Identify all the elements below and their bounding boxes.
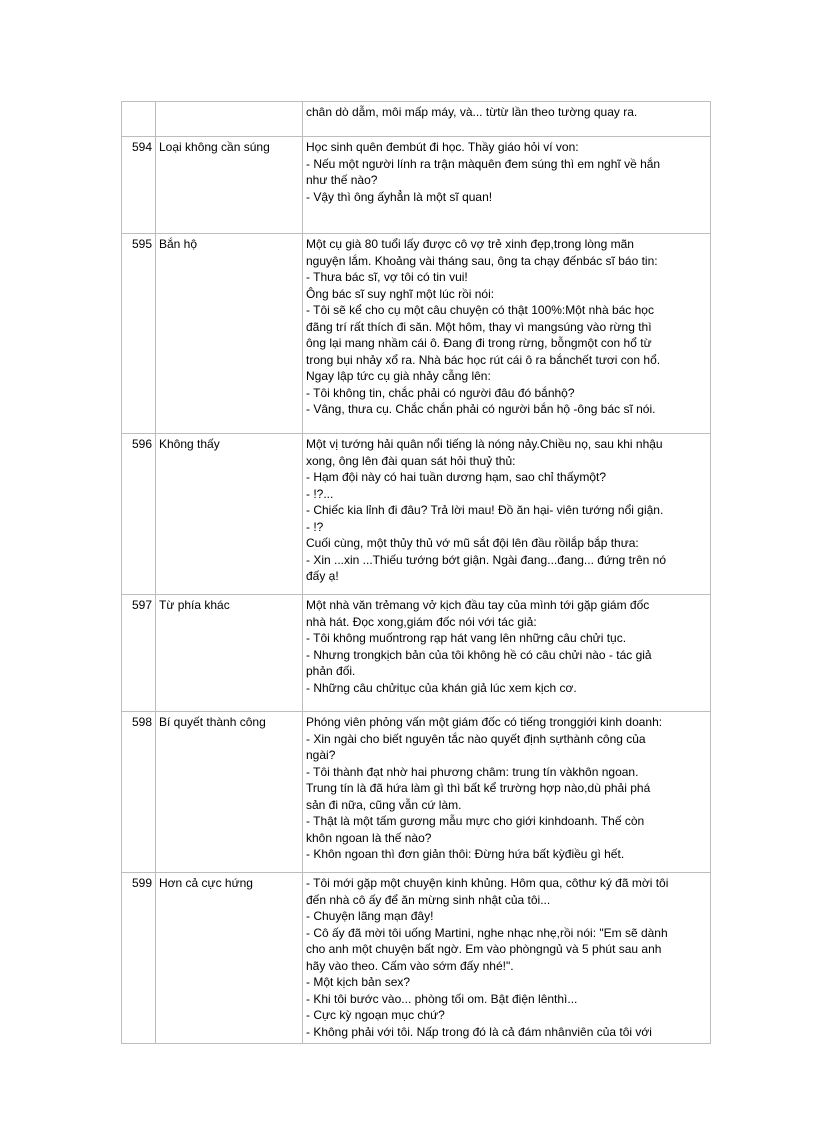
text-line: Ngay lập tức cụ già nhảy cẫng lên: xyxy=(306,369,491,383)
text-line: - Tôi thành đạt nhờ hai phương châm: trung tín vàkhôn ngoan. xyxy=(306,764,639,779)
text-line: - Không phải với tôi. Nấp trong đó là cả đám nhânviên của tôi với xyxy=(306,1024,652,1039)
text-line: chân dò dẫm, môi mấp máy, và... từtừ lần theo tường quay ra. xyxy=(306,105,638,119)
text-line: - Vậy thì ông ấyhẳn là một sĩ quan! xyxy=(306,189,493,204)
table-row xyxy=(122,234,711,434)
row-number: 595 xyxy=(122,234,156,434)
row-number: 597 xyxy=(122,595,156,712)
text-line: - Thật là một tấm gương mẫu mực cho giới kinhdoanh. Thế còn xyxy=(306,814,645,828)
text-line: ông lại mang nhầm cái ô. Đang đi trong rừng, bỗngmột con hổ từ xyxy=(306,336,652,350)
row-text xyxy=(303,434,711,595)
jokes-table-body xyxy=(122,102,711,1044)
text-line: - Khôn ngoan thì đơn giản thôi: Đừng hứa bất kỳđiều gì hết. xyxy=(306,847,625,861)
row-text xyxy=(303,102,711,137)
text-line: - Tôi không muốntrong rạp hát vang lên những câu chửi tục. xyxy=(306,631,627,645)
row-number: 596 xyxy=(122,434,156,595)
text-line: - Chuyện lãng mạn đây! xyxy=(306,909,434,923)
row-title: Từ phía khác xyxy=(156,595,303,712)
text-line: - Vâng, thưa cụ. Chắc chắn phải có người bắn hộ -ông bác sĩ nói. xyxy=(306,402,656,416)
row-text xyxy=(303,137,711,234)
text-line: sản đi nữa, cũng vẫn cứ làm. xyxy=(306,797,462,812)
text-line: - Những câu chửitục của khán giả lúc xem kịch cơ. xyxy=(306,680,577,695)
text-line: - !? xyxy=(306,519,324,534)
text-line: đãng trí rất thích đi săn. Một hôm, thay vì mangsúng vào rừng thì xyxy=(306,319,652,334)
text-line: - Xin ...xin ...Thiếu tướng bớt giận. Ngài đang...đang... đứng trên nó xyxy=(306,552,667,567)
text-line: Một vị tướng hải quân nổi tiếng là nóng nảy.Chiều nọ, sau khi nhậu xyxy=(306,437,663,451)
text-line: - Một kịch bản sex? xyxy=(306,975,411,989)
text-line: - Khi tôi bước vào... phòng tối om. Bật điện lênthì... xyxy=(306,991,578,1006)
text-line: Một cụ già 80 tuổi lấy được cô vợ trẻ xinh đẹp,trong lòng mãn xyxy=(306,237,634,251)
text-line: Cuối cùng, một thủy thủ vớ mũ sắt đội lên đầu rồilắp bắp thưa: xyxy=(306,536,639,550)
text-line: - Nhưng trongkịch bản của tôi không hề có câu chửi nào - tác giả xyxy=(306,647,652,662)
row-text xyxy=(303,234,711,434)
row-title: Bắn hộ xyxy=(156,234,303,434)
table-row xyxy=(122,712,711,873)
text-line: Trung tín là đã hứa làm gì thì bất kể trường hợp nào,dù phải phá xyxy=(306,781,651,795)
text-line: xong, ông lên đài quan sát hỏi thuỷ thủ: xyxy=(306,453,516,468)
text-line: Học sinh quên đembút đi học. Thầy giáo hỏi ví von: xyxy=(306,140,579,154)
text-line: - Tôi không tin, chắc phải có người đâu đó bắnhộ? xyxy=(306,385,575,400)
text-line: khôn ngoan là thế nào? xyxy=(306,830,432,845)
text-line: trong bụi nhảy xổ ra. Nhà bác học rút cái ô ra bắnchết tươi con hổ. xyxy=(306,352,661,367)
row-title: Loại không cần súng xyxy=(156,137,303,234)
table-row xyxy=(122,434,711,595)
text-line: - Hạm đội này có hai tuần dương hạm, sao chỉ thấymột? xyxy=(306,470,607,484)
table-row xyxy=(122,102,711,137)
text-line: nguyện lắm. Khoảng vài tháng sau, ông ta chạy đếnbác sĩ báo tin: xyxy=(306,253,658,268)
text-line: ngài? xyxy=(306,748,336,762)
row-number xyxy=(122,102,156,137)
text-line: - Cô ấy đã mời tôi uống Martini, nghe nhạc nhẹ,rồi nói: "Em sẽ dành xyxy=(306,925,668,940)
text-line: hãy vào theo. Cấm vào sớm đấy nhé!". xyxy=(306,958,514,973)
row-number: 594 xyxy=(122,137,156,234)
table-row xyxy=(122,137,711,234)
row-text xyxy=(303,873,711,1044)
text-line: - Nếu một người lính ra trận màquên đem súng thì em nghĩ về hắn xyxy=(306,156,661,171)
text-line: - Thưa bác sĩ, vợ tôi có tin vui! xyxy=(306,270,468,284)
row-title: Không thấy xyxy=(156,434,303,595)
row-title xyxy=(156,102,303,137)
text-line: - Chiếc kia lỉnh đi đâu? Trả lời mau! Đồ ăn hại- viên tướng nổi giận. xyxy=(306,503,664,517)
row-number: 598 xyxy=(122,712,156,873)
text-line: Phóng viên phỏng vấn một giám đốc có tiếng tronggiới kinh doanh: xyxy=(306,715,663,729)
text-line: nhà hát. Đọc xong,giám đốc nói với tác giả: xyxy=(306,614,537,629)
text-line: đấy ạ! xyxy=(306,569,339,583)
text-line: như thế nào? xyxy=(306,173,378,187)
row-text xyxy=(303,595,711,712)
text-line: - Tôi sẽ kể cho cụ một câu chuyện có thật 100%:Một nhà bác học xyxy=(306,303,654,317)
text-line: - Cực kỳ ngoạn mục chứ? xyxy=(306,1008,445,1022)
table-row xyxy=(122,873,711,1044)
text-line: đến nhà cô ấy để ăn mừng sinh nhật của tôi... xyxy=(306,892,551,907)
text-line: - Xin ngài cho biết nguyên tắc nào quyết định sựthành công của xyxy=(306,731,646,746)
row-number: 599 xyxy=(122,873,156,1044)
text-line: Ông bác sĩ suy nghĩ một lúc rồi nói: xyxy=(306,286,495,301)
row-title: Bí quyết thành công xyxy=(156,712,303,873)
row-text xyxy=(303,712,711,873)
text-line: phản đối. xyxy=(306,664,356,678)
text-line: - !?... xyxy=(306,486,334,501)
jokes-table xyxy=(121,101,711,1044)
table-row xyxy=(122,595,711,712)
row-title: Hơn cả cực hứng xyxy=(156,873,303,1044)
text-line: - Tôi mới gặp một chuyện kinh khủng. Hôm qua, côthư ký đã mời tôi xyxy=(306,876,669,890)
text-line: cho anh một chuyện bất ngờ. Em vào phòngngủ và 5 phút sau anh xyxy=(306,942,662,956)
text-line: Một nhà văn trẻmang vở kịch đầu tay của mình tới gặp giám đốc xyxy=(306,598,650,612)
